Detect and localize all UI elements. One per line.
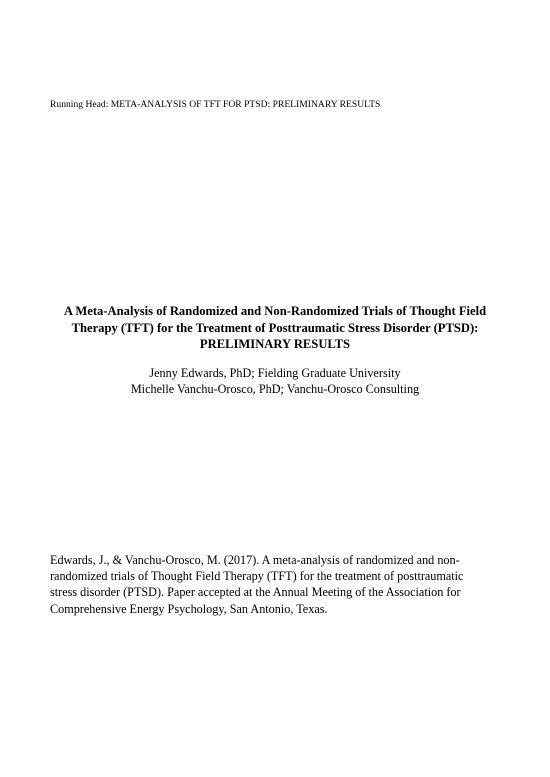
paper-title-line-1: A Meta-Analysis of Randomized and Non-Randomized Trials of Thought Field [63,304,487,318]
citation-line-4: Comprehensive Energy Psychology, San Antonio, Texas. [50,601,328,616]
author-list [50,365,500,397]
citation-line-1: Edwards, J., & Vanchu-Orosco, M. (2017). A meta-analysis of randomized and non- [50,553,460,567]
author-2: Michelle Vanchu-Orosco, PhD; Vanchu-Orosco Consulting [130,381,420,396]
author-1: Jenny Edwards, PhD; Fielding Graduate University [149,365,401,380]
citation-line-2: randomized trials of Thought Field Therapy (TFT) for the treatment of posttraumatic [50,569,464,584]
running-head: Running Head: META-ANALYSIS OF TFT FOR PTSD: PRELIMINARY RESULTS [50,99,381,110]
paper-title-line-3: PRELIMINARY RESULTS [199,337,351,351]
title-block [50,303,500,397]
citation [50,552,505,617]
citation-line-3: stress disorder (PTSD). Paper accepted at the Annual Meeting of the Association for [50,585,461,600]
paper-title-line-2: Therapy (TFT) for the Treatment of Posttraumatic Stress Disorder (PTSD): [71,320,479,335]
